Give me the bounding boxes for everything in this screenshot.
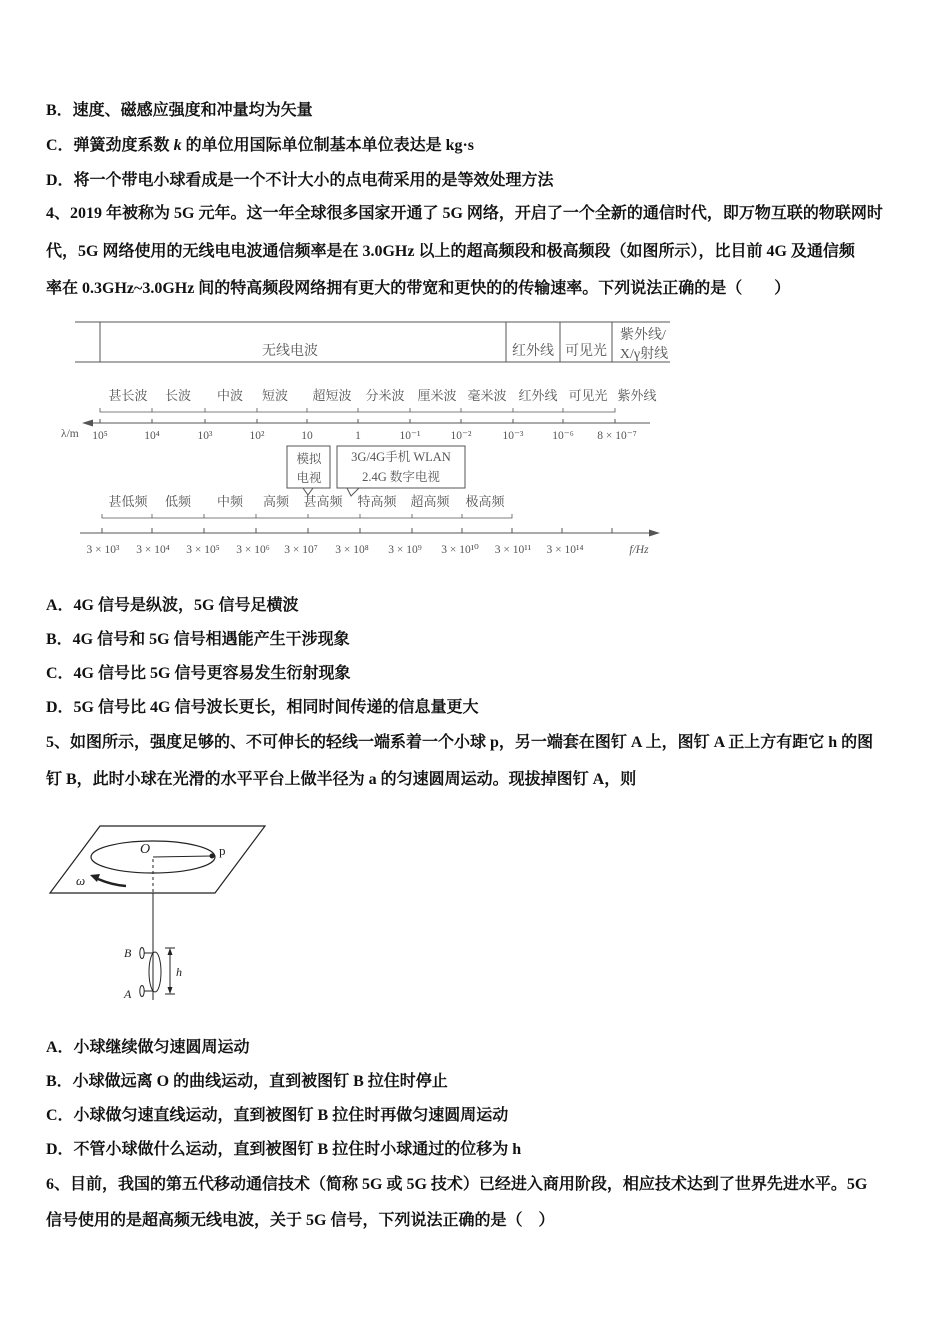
distance-arrow-down bbox=[168, 987, 173, 994]
frequency-name-brackets bbox=[102, 514, 512, 518]
q5-option-d: D．不管小球做什么运动，直到被图钉 B 拉住时小球通过的位移为 h bbox=[46, 1141, 522, 1158]
band-label-infrared: 红外线 bbox=[512, 344, 554, 359]
q5-option-b: B．小球做远离 O 的曲线运动，直到被图钉 B 拉住时停止 bbox=[46, 1073, 448, 1090]
frequency-name: 甚低频 bbox=[108, 494, 148, 509]
frequency-name: 低频 bbox=[164, 494, 192, 509]
string-loop bbox=[149, 952, 161, 992]
q5-option-c: C．小球做匀速直线运动，直到被图钉 B 拉住时再做匀速圆周运动 bbox=[46, 1107, 509, 1124]
band-label-radio: 无线电波 bbox=[262, 344, 318, 359]
q4-stem-line-3: 率在 0.3GHz~3.0GHz 间的特高频段网络拥有更大的带宽和更快的的传输速率。下列说法正确的是（ ） bbox=[46, 280, 791, 297]
band-label-uv: 紫外线/ bbox=[620, 328, 666, 343]
distance-label: h bbox=[176, 965, 182, 979]
wavelength-tick-label: 10² bbox=[249, 430, 265, 442]
rotation-arrow bbox=[98, 879, 126, 886]
q4-stem-line-2: 代，5G 网络使用的无线电电波通信频率是在 3.0GHz 以上的超高频段和极高频段（如图所示），比目前 4G 及通信频 bbox=[46, 243, 855, 260]
rotation-arrowhead bbox=[90, 874, 100, 882]
wavelength-tick-label: 1 bbox=[355, 430, 361, 442]
frequency-tick-label: 3 × 10¹⁴ bbox=[546, 544, 584, 556]
q5-stem-line-2: 钉 B，此时小球在光滑的水平平台上做半径为 a 的匀速圆周运动。现拔掉图钉 A，则 bbox=[46, 771, 637, 788]
q4-option-c: C．4G 信号比 5G 信号更容易发生衍射现象 bbox=[46, 665, 351, 682]
pin-a-label: A bbox=[124, 987, 132, 1001]
frequency-tick-label: 3 × 10⁶ bbox=[236, 544, 270, 556]
wave-name-brackets bbox=[100, 408, 615, 412]
q4-stem-line-1: 4、2019 年被称为 5G 元年。这一年全球很多国家开通了 5G 网络，开启了一个全新的通信时代，即万物互联的物联网时 bbox=[46, 205, 883, 222]
wave-name: 甚长波 bbox=[108, 388, 148, 403]
pin-a-head bbox=[140, 986, 144, 997]
wave-name: 超短波 bbox=[312, 388, 352, 403]
center-label: O bbox=[140, 842, 151, 857]
wave-name: 长波 bbox=[164, 388, 192, 403]
frequency-tick-label: 3 × 10⁴ bbox=[136, 544, 170, 556]
ball-p bbox=[210, 854, 215, 859]
frequency-name: 甚高频 bbox=[303, 494, 343, 509]
wavelength-tick-label: 8 × 10⁻⁷ bbox=[597, 430, 637, 442]
frequency-name: 特高频 bbox=[357, 494, 397, 509]
q5-stem-line-1: 5、如图所示，强度足够的、不可伸长的轻线一端系着一个小球 p，另一端套在图钉 A 上，图钉 A 正上方有距它 h 的图 bbox=[46, 734, 874, 751]
frequency-name: 中频 bbox=[216, 494, 244, 509]
wavelength-ticks bbox=[100, 419, 615, 423]
wavelength-tick-label: 10⁻² bbox=[450, 430, 472, 442]
wave-name: 厘米波 bbox=[417, 388, 457, 403]
band-label-xray: X/γ射线 bbox=[619, 347, 669, 362]
q6-stem-line-1: 6、目前，我国的第五代移动通信技术（简称 5G 或 5G 技术）已经进入商用阶段，相应技术达到了世界先进水平。5G bbox=[46, 1176, 868, 1193]
frequency-tick-label: 3 × 10³ bbox=[86, 544, 120, 556]
wavelength-tick-label: 10⁻³ bbox=[502, 430, 524, 442]
distance-arrow-up bbox=[168, 948, 173, 955]
q3-option-d: D．将一个带电小球看成是一个不计大小的点电荷采用的是等效处理方法 bbox=[46, 172, 554, 189]
ball-label: p bbox=[219, 843, 226, 858]
callout-analog-tv-line-1: 模拟 bbox=[296, 452, 322, 466]
wave-name: 短波 bbox=[261, 388, 289, 403]
wave-name: 红外线 bbox=[518, 388, 558, 403]
frequency-tick-label: 3 × 10⁸ bbox=[335, 544, 369, 556]
frequency-tick-label: 3 × 10¹⁰ bbox=[441, 544, 479, 556]
wave-name: 中波 bbox=[216, 388, 244, 403]
frequency-tick-label: 3 × 10⁷ bbox=[284, 544, 318, 556]
callout-mobile-line-1: 3G/4G手机 WLAN bbox=[351, 450, 451, 464]
callout-analog-tv-line-2: 电视 bbox=[296, 471, 322, 485]
spectrum-figure bbox=[55, 315, 685, 565]
frequency-tick-label: 3 × 10⁵ bbox=[186, 544, 220, 556]
wavelength-axis-arrowhead bbox=[82, 420, 93, 427]
wavelength-tick-label: 10 bbox=[301, 430, 313, 442]
frequency-tick-label: 3 × 10⁹ bbox=[388, 544, 422, 556]
pin-b-label: B bbox=[124, 946, 132, 960]
wave-name: 分米波 bbox=[365, 388, 405, 403]
wave-name: 毫米波 bbox=[467, 388, 507, 403]
frequency-name: 极高频 bbox=[465, 494, 505, 509]
callout-mobile-line-2: 2.4G 数字电视 bbox=[362, 470, 440, 484]
wavelength-tick-label: 10⁴ bbox=[144, 430, 160, 442]
wave-name: 可见光 bbox=[568, 388, 608, 403]
frequency-axis-label: f/Hz bbox=[629, 544, 649, 556]
wavelength-tick-label: 10⁵ bbox=[92, 430, 108, 442]
wavelength-axis-label: λ/m bbox=[61, 428, 79, 440]
q3-option-c-before: C．弹簧劲度系数 bbox=[46, 137, 174, 154]
q5-option-a: A．小球继续做匀速圆周运动 bbox=[46, 1039, 250, 1056]
frequency-name: 超高频 bbox=[410, 494, 450, 509]
q4-option-a: A．4G 信号是纵波，5G 信号足横波 bbox=[46, 597, 299, 614]
frequency-ticks bbox=[102, 528, 612, 533]
pin-b-head bbox=[140, 948, 144, 959]
q4-option-d: D．5G 信号比 4G 信号波长更长，相同时间传递的信息量更大 bbox=[46, 699, 479, 716]
omega-label: ω bbox=[76, 873, 86, 888]
frequency-name: 高频 bbox=[262, 494, 290, 509]
wavelength-tick-label: 10⁻¹ bbox=[399, 430, 421, 442]
q3-option-b: B．速度、磁感应强度和冲量均为矢量 bbox=[46, 102, 313, 119]
q6-stem-line-2: 信号使用的是超高频无线电波，关于 5G 信号，下列说法正确的是（ ） bbox=[46, 1212, 555, 1229]
wavelength-tick-label: 10⁻⁶ bbox=[552, 430, 574, 442]
wavelength-tick-label: 10³ bbox=[197, 430, 213, 442]
q3-option-c-variable: k bbox=[173, 137, 182, 154]
circular-motion-figure bbox=[40, 815, 280, 1010]
q4-option-b: B．4G 信号和 5G 信号相遇能产生干涉现象 bbox=[46, 631, 350, 648]
wave-name: 紫外线 bbox=[617, 388, 657, 403]
band-label-visible: 可见光 bbox=[565, 344, 607, 359]
q3-option-c-after: 的单位用国际单位制基本单位表达是 kg·s bbox=[181, 137, 475, 154]
frequency-tick-label: 3 × 10¹¹ bbox=[494, 544, 532, 556]
q3-option-c bbox=[46, 136, 474, 156]
frequency-axis-arrowhead bbox=[649, 530, 660, 537]
string-radius bbox=[153, 856, 212, 857]
